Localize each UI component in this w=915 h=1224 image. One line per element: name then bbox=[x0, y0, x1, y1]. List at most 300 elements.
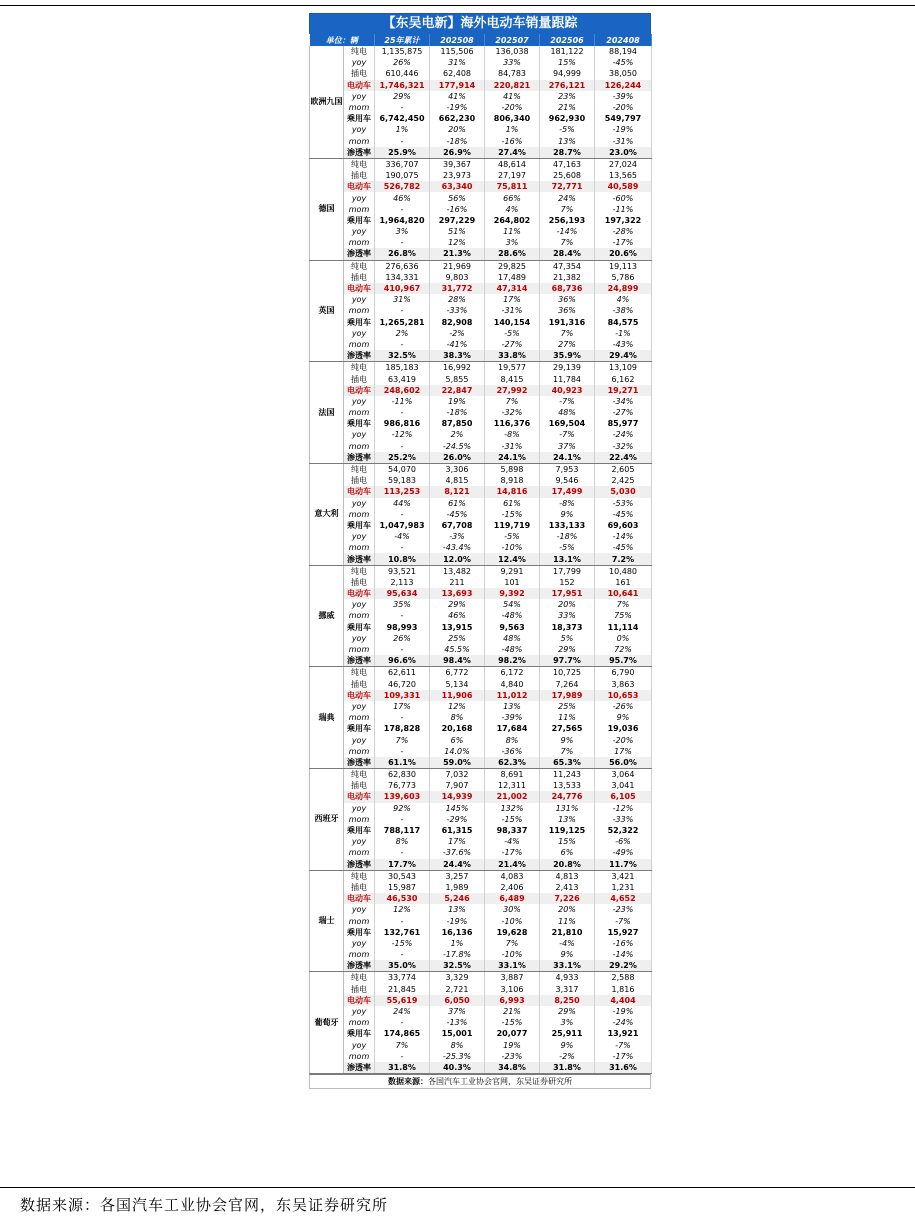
table-row-ev-row bbox=[310, 893, 652, 904]
value-cell: 10,653 bbox=[595, 690, 652, 701]
value-cell: 31.6% bbox=[595, 1062, 652, 1074]
table-row-ev-row bbox=[310, 995, 652, 1006]
value-cell: 11,784 bbox=[540, 373, 595, 384]
table-row-mom-row bbox=[310, 746, 652, 757]
value-cell: 12.4% bbox=[485, 553, 540, 565]
row-label: yoy bbox=[344, 633, 375, 644]
row-label: 渗透率 bbox=[344, 248, 375, 260]
row-label: 乘用车 bbox=[344, 927, 375, 938]
country-label: 瑞士 bbox=[310, 870, 344, 972]
value-cell: 9,803 bbox=[430, 272, 485, 283]
value-cell: 13% bbox=[540, 136, 595, 147]
value-cell: 23% bbox=[540, 91, 595, 102]
value-cell: 72% bbox=[595, 644, 652, 655]
table-row-pv-row bbox=[310, 723, 652, 734]
value-cell: -5% bbox=[540, 542, 595, 553]
row-label: mom bbox=[344, 542, 375, 553]
value-cell: 7% bbox=[540, 204, 595, 215]
value-cell: -29% bbox=[430, 814, 485, 825]
value-cell: 19% bbox=[485, 1040, 540, 1051]
value-cell: 3,863 bbox=[595, 679, 652, 690]
value-cell: 21% bbox=[485, 1006, 540, 1017]
row-label: 电动车 bbox=[344, 690, 375, 701]
value-cell: -45% bbox=[430, 509, 485, 520]
value-cell: -41% bbox=[430, 339, 485, 350]
value-cell: 4,652 bbox=[595, 893, 652, 904]
value-cell: 33% bbox=[540, 610, 595, 621]
row-label: 乘用车 bbox=[344, 520, 375, 531]
value-cell: 47,354 bbox=[540, 260, 595, 272]
value-cell: 5,855 bbox=[430, 373, 485, 384]
value-cell: 190,075 bbox=[375, 170, 430, 181]
value-cell: 26.9% bbox=[430, 147, 485, 159]
row-label: yoy bbox=[344, 328, 375, 339]
table-row-yoy-row bbox=[310, 1006, 652, 1017]
value-cell: -33% bbox=[430, 305, 485, 316]
value-cell: 1,265,281 bbox=[375, 317, 430, 328]
value-cell: 6,105 bbox=[595, 791, 652, 802]
value-cell: 24,899 bbox=[595, 283, 652, 294]
value-cell: 32.5% bbox=[375, 350, 430, 362]
row-label: 渗透率 bbox=[344, 350, 375, 362]
country-label: 西班牙 bbox=[310, 769, 344, 871]
value-cell: 136,038 bbox=[485, 46, 540, 57]
value-cell: 38.3% bbox=[430, 350, 485, 362]
value-cell: 11% bbox=[540, 712, 595, 723]
value-cell: 4,083 bbox=[485, 870, 540, 882]
value-cell: 46% bbox=[375, 192, 430, 203]
row-label: mom bbox=[344, 407, 375, 418]
value-cell: - bbox=[375, 204, 430, 215]
row-label: 乘用车 bbox=[344, 215, 375, 226]
row-label: mom bbox=[344, 847, 375, 858]
row-label: yoy bbox=[344, 904, 375, 915]
row-label: 纯电 bbox=[344, 972, 375, 984]
row-label: yoy bbox=[344, 599, 375, 610]
table-row-pv-row bbox=[310, 825, 652, 836]
value-cell: 23,973 bbox=[430, 170, 485, 181]
row-label: mom bbox=[344, 746, 375, 757]
value-cell: 29.4% bbox=[595, 350, 652, 362]
value-cell: 61% bbox=[485, 498, 540, 509]
table-row-penetration-row bbox=[310, 147, 652, 159]
value-cell: 51% bbox=[430, 226, 485, 237]
value-cell: 177,914 bbox=[430, 80, 485, 91]
value-cell: 19,577 bbox=[485, 362, 540, 374]
value-cell: 0% bbox=[595, 633, 652, 644]
row-label: 乘用车 bbox=[344, 622, 375, 633]
sales-table bbox=[309, 34, 652, 1074]
value-cell: -48% bbox=[485, 644, 540, 655]
value-cell: 20.8% bbox=[540, 859, 595, 871]
row-label: yoy bbox=[344, 1040, 375, 1051]
value-cell: 1,816 bbox=[595, 984, 652, 995]
value-cell: -18% bbox=[430, 136, 485, 147]
value-cell: -10% bbox=[485, 949, 540, 960]
value-cell: -31% bbox=[485, 305, 540, 316]
row-label: 电动车 bbox=[344, 791, 375, 802]
value-cell: - bbox=[375, 746, 430, 757]
sales-table-body bbox=[310, 34, 652, 1074]
value-cell: 21.3% bbox=[430, 248, 485, 260]
value-cell: -16% bbox=[595, 938, 652, 949]
row-label: mom bbox=[344, 949, 375, 960]
value-cell: -37.6% bbox=[430, 847, 485, 858]
value-cell: 21,382 bbox=[540, 272, 595, 283]
row-label: 渗透率 bbox=[344, 553, 375, 565]
value-cell: 36% bbox=[540, 294, 595, 305]
table-row-yoy-row bbox=[310, 192, 652, 203]
row-label: mom bbox=[344, 644, 375, 655]
value-cell: 19,271 bbox=[595, 385, 652, 396]
row-label: 渗透率 bbox=[344, 452, 375, 464]
value-cell: 69,603 bbox=[595, 520, 652, 531]
value-cell: - bbox=[375, 339, 430, 350]
value-cell: 66% bbox=[485, 192, 540, 203]
value-cell: - bbox=[375, 915, 430, 926]
table-row-ev-row bbox=[310, 486, 652, 497]
table-row-yoy-row bbox=[310, 498, 652, 509]
row-label: 插电 bbox=[344, 68, 375, 79]
value-cell: -32% bbox=[485, 407, 540, 418]
value-cell: 5,030 bbox=[595, 486, 652, 497]
value-cell: 11.7% bbox=[595, 859, 652, 871]
value-cell: 2,588 bbox=[595, 972, 652, 984]
value-cell: 19% bbox=[430, 396, 485, 407]
value-cell: 6,772 bbox=[430, 667, 485, 679]
value-cell: 85,977 bbox=[595, 418, 652, 429]
row-label: mom bbox=[344, 712, 375, 723]
value-cell: -1% bbox=[595, 328, 652, 339]
value-cell: -7% bbox=[540, 396, 595, 407]
value-cell: 139,603 bbox=[375, 791, 430, 802]
value-cell: 3,306 bbox=[430, 463, 485, 475]
value-cell: -12% bbox=[375, 429, 430, 440]
value-cell: 35.0% bbox=[375, 960, 430, 972]
value-cell: 7% bbox=[375, 1040, 430, 1051]
value-cell: 9% bbox=[540, 949, 595, 960]
value-cell: 962,930 bbox=[540, 113, 595, 124]
table-row-yoy-row bbox=[310, 633, 652, 644]
value-cell: 7,907 bbox=[430, 780, 485, 791]
table-row-pv-row bbox=[310, 1028, 652, 1039]
table-row-yoy-row bbox=[310, 429, 652, 440]
row-label: mom bbox=[344, 237, 375, 248]
table-row-mom-row bbox=[310, 847, 652, 858]
value-cell: 46,720 bbox=[375, 679, 430, 690]
value-cell: 15,927 bbox=[595, 927, 652, 938]
value-cell: -49% bbox=[595, 847, 652, 858]
value-cell: 2,413 bbox=[540, 882, 595, 893]
value-cell: 140,154 bbox=[485, 317, 540, 328]
value-cell: 26.8% bbox=[375, 248, 430, 260]
value-cell: 37% bbox=[430, 1006, 485, 1017]
value-cell: 10,725 bbox=[540, 667, 595, 679]
value-cell: 3,041 bbox=[595, 780, 652, 791]
value-cell: 113,253 bbox=[375, 486, 430, 497]
value-cell: 132,761 bbox=[375, 927, 430, 938]
value-cell: 55,619 bbox=[375, 995, 430, 1006]
value-cell: 5,898 bbox=[485, 463, 540, 475]
value-cell: 29.2% bbox=[595, 960, 652, 972]
value-cell: 28% bbox=[430, 294, 485, 305]
value-cell: -32% bbox=[595, 441, 652, 452]
value-cell: 88,194 bbox=[595, 46, 652, 57]
value-cell: -13% bbox=[430, 1017, 485, 1028]
row-label: mom bbox=[344, 915, 375, 926]
value-cell: 56% bbox=[430, 192, 485, 203]
table-row-ev-row bbox=[310, 181, 652, 192]
table-row-ev-row bbox=[310, 791, 652, 802]
row-label: 纯电 bbox=[344, 667, 375, 679]
table-title: 【东吴电新】海外电动车销量跟踪 bbox=[309, 13, 651, 34]
value-cell: 13,693 bbox=[430, 588, 485, 599]
footnote: 数据来源：各国汽车工业协会官网，东吴证券研究所 bbox=[20, 1196, 389, 1214]
value-cell: -4% bbox=[540, 938, 595, 949]
row-label: 纯电 bbox=[344, 260, 375, 272]
value-cell: 54% bbox=[485, 599, 540, 610]
value-cell: 7% bbox=[375, 734, 430, 745]
value-cell: 13,921 bbox=[595, 1028, 652, 1039]
value-cell: 31.8% bbox=[540, 1062, 595, 1074]
value-cell: 54,070 bbox=[375, 463, 430, 475]
table-row-mom-row bbox=[310, 949, 652, 960]
value-cell: -19% bbox=[430, 915, 485, 926]
value-cell: 62,611 bbox=[375, 667, 430, 679]
value-cell: 25,911 bbox=[540, 1028, 595, 1039]
value-cell: -8% bbox=[485, 429, 540, 440]
value-cell: 13,565 bbox=[595, 170, 652, 181]
value-cell: - bbox=[375, 1051, 430, 1062]
value-cell: 185,183 bbox=[375, 362, 430, 374]
value-cell: 19,113 bbox=[595, 260, 652, 272]
value-cell: 7,953 bbox=[540, 463, 595, 475]
table-row-yoy-row bbox=[310, 734, 652, 745]
value-cell: 24.4% bbox=[430, 859, 485, 871]
value-cell: -31% bbox=[595, 136, 652, 147]
value-cell: -4% bbox=[485, 836, 540, 847]
value-cell: 29% bbox=[540, 644, 595, 655]
table-row-phev-row bbox=[310, 984, 652, 995]
value-cell: -15% bbox=[375, 938, 430, 949]
row-label: 电动车 bbox=[344, 181, 375, 192]
row-label: mom bbox=[344, 814, 375, 825]
value-cell: -18% bbox=[540, 531, 595, 542]
value-cell: 31,772 bbox=[430, 283, 485, 294]
value-cell: 10,480 bbox=[595, 565, 652, 577]
value-cell: -14% bbox=[595, 531, 652, 542]
value-cell: 119,719 bbox=[485, 520, 540, 531]
country-label: 欧洲九国 bbox=[310, 46, 344, 158]
value-cell: 31% bbox=[430, 57, 485, 68]
value-cell: 8,691 bbox=[485, 769, 540, 781]
value-cell: 191,316 bbox=[540, 317, 595, 328]
value-cell: 18,373 bbox=[540, 622, 595, 633]
value-cell: -15% bbox=[485, 814, 540, 825]
row-label: 插电 bbox=[344, 679, 375, 690]
value-cell: 12,311 bbox=[485, 780, 540, 791]
value-cell: 33.8% bbox=[485, 350, 540, 362]
value-cell: -31% bbox=[485, 441, 540, 452]
value-cell: 119,125 bbox=[540, 825, 595, 836]
table-row-phev-row bbox=[310, 780, 652, 791]
value-cell: - bbox=[375, 509, 430, 520]
value-cell: 1,989 bbox=[430, 882, 485, 893]
value-cell: 45.5% bbox=[430, 644, 485, 655]
value-cell: 109,331 bbox=[375, 690, 430, 701]
value-cell: 20% bbox=[540, 904, 595, 915]
table-row-phev-row bbox=[310, 373, 652, 384]
row-label: 插电 bbox=[344, 984, 375, 995]
value-cell: 152 bbox=[540, 577, 595, 588]
value-cell: -43.4% bbox=[430, 542, 485, 553]
value-cell: -12% bbox=[595, 803, 652, 814]
value-cell: 29,139 bbox=[540, 362, 595, 374]
row-label: yoy bbox=[344, 294, 375, 305]
row-label: mom bbox=[344, 610, 375, 621]
value-cell: 9,546 bbox=[540, 475, 595, 486]
value-cell: 39,367 bbox=[430, 158, 485, 170]
value-cell: 8,121 bbox=[430, 486, 485, 497]
row-label: mom bbox=[344, 1051, 375, 1062]
value-cell: -43% bbox=[595, 339, 652, 350]
value-cell: 12% bbox=[375, 904, 430, 915]
value-cell: -17.8% bbox=[430, 949, 485, 960]
value-cell: 15,001 bbox=[430, 1028, 485, 1039]
value-cell: -23% bbox=[595, 904, 652, 915]
value-cell: 32.5% bbox=[430, 960, 485, 972]
value-cell: - bbox=[375, 542, 430, 553]
value-cell: 25,608 bbox=[540, 170, 595, 181]
table-header-row bbox=[310, 34, 652, 46]
value-cell: 174,865 bbox=[375, 1028, 430, 1039]
value-cell: - bbox=[375, 407, 430, 418]
row-label: 电动车 bbox=[344, 893, 375, 904]
table-row-mom-row bbox=[310, 712, 652, 723]
row-label: 乘用车 bbox=[344, 1028, 375, 1039]
value-cell: 98,337 bbox=[485, 825, 540, 836]
value-cell: 3,329 bbox=[430, 972, 485, 984]
value-cell: 12% bbox=[430, 701, 485, 712]
value-cell: 28.4% bbox=[540, 248, 595, 260]
value-cell: 17% bbox=[595, 746, 652, 757]
row-label: 纯电 bbox=[344, 870, 375, 882]
value-cell: -7% bbox=[540, 429, 595, 440]
value-cell: 75,811 bbox=[485, 181, 540, 192]
value-cell: 28.6% bbox=[485, 248, 540, 260]
table-row-pv-row bbox=[310, 927, 652, 938]
table-row-bev-row bbox=[310, 260, 652, 272]
value-cell: 116,376 bbox=[485, 418, 540, 429]
value-cell: 22.4% bbox=[595, 452, 652, 464]
value-cell: - bbox=[375, 610, 430, 621]
table-row-mom-row bbox=[310, 542, 652, 553]
value-cell: -19% bbox=[430, 102, 485, 113]
value-cell: -45% bbox=[595, 57, 652, 68]
value-cell: 297,229 bbox=[430, 215, 485, 226]
value-cell: 33% bbox=[485, 57, 540, 68]
row-label: mom bbox=[344, 136, 375, 147]
value-cell: 169,504 bbox=[540, 418, 595, 429]
value-cell: 27,992 bbox=[485, 385, 540, 396]
value-cell: 7,264 bbox=[540, 679, 595, 690]
value-cell: -6% bbox=[595, 836, 652, 847]
value-cell: 41% bbox=[430, 91, 485, 102]
value-cell: 93,521 bbox=[375, 565, 430, 577]
value-cell: 7.2% bbox=[595, 553, 652, 565]
value-cell: 13% bbox=[540, 814, 595, 825]
value-cell: 264,802 bbox=[485, 215, 540, 226]
value-cell: 2,425 bbox=[595, 475, 652, 486]
row-label: mom bbox=[344, 509, 375, 520]
value-cell: 211 bbox=[430, 577, 485, 588]
row-label: 纯电 bbox=[344, 463, 375, 475]
value-cell: 95.7% bbox=[595, 655, 652, 667]
row-label: yoy bbox=[344, 429, 375, 440]
table-row-pv-row bbox=[310, 113, 652, 124]
table-row-mom-row bbox=[310, 102, 652, 113]
value-cell: 35.9% bbox=[540, 350, 595, 362]
value-cell: - bbox=[375, 814, 430, 825]
value-cell: 1% bbox=[485, 124, 540, 135]
value-cell: 46,530 bbox=[375, 893, 430, 904]
table-row-yoy-row bbox=[310, 1040, 652, 1051]
table-row-mom-row bbox=[310, 814, 652, 825]
value-cell: 5,246 bbox=[430, 893, 485, 904]
table-row-mom-row bbox=[310, 339, 652, 350]
value-cell: -15% bbox=[485, 509, 540, 520]
value-cell: -5% bbox=[485, 328, 540, 339]
row-label: 渗透率 bbox=[344, 757, 375, 769]
value-cell: 1,231 bbox=[595, 882, 652, 893]
value-cell: 30,543 bbox=[375, 870, 430, 882]
value-cell: 62,408 bbox=[430, 68, 485, 79]
value-cell: -53% bbox=[595, 498, 652, 509]
row-label: 插电 bbox=[344, 373, 375, 384]
row-label: yoy bbox=[344, 938, 375, 949]
value-cell: 3,106 bbox=[485, 984, 540, 995]
row-label: 插电 bbox=[344, 272, 375, 283]
value-cell: -27% bbox=[595, 407, 652, 418]
value-cell: -24% bbox=[595, 1017, 652, 1028]
table-row-yoy-row bbox=[310, 836, 652, 847]
table-row-pv-row bbox=[310, 520, 652, 531]
header-202507: 202507 bbox=[485, 34, 540, 46]
value-cell: 3,064 bbox=[595, 769, 652, 781]
table-row-yoy-row bbox=[310, 124, 652, 135]
value-cell: 6,050 bbox=[430, 995, 485, 1006]
value-cell: 161 bbox=[595, 577, 652, 588]
value-cell: 25.2% bbox=[375, 452, 430, 464]
value-cell: 27,565 bbox=[540, 723, 595, 734]
value-cell: 6% bbox=[540, 847, 595, 858]
row-label: mom bbox=[344, 305, 375, 316]
value-cell: 31.8% bbox=[375, 1062, 430, 1074]
value-cell: -24.5% bbox=[430, 441, 485, 452]
value-cell: 14.0% bbox=[430, 746, 485, 757]
table-row-bev-row bbox=[310, 972, 652, 984]
value-cell: -17% bbox=[595, 1051, 652, 1062]
table-row-yoy-row bbox=[310, 938, 652, 949]
value-cell: 33.1% bbox=[540, 960, 595, 972]
row-label: 渗透率 bbox=[344, 147, 375, 159]
value-cell: 4,933 bbox=[540, 972, 595, 984]
value-cell: -14% bbox=[540, 226, 595, 237]
value-cell: -39% bbox=[485, 712, 540, 723]
table-row-penetration-row bbox=[310, 960, 652, 972]
value-cell: 13,533 bbox=[540, 780, 595, 791]
table-row-phev-row bbox=[310, 272, 652, 283]
